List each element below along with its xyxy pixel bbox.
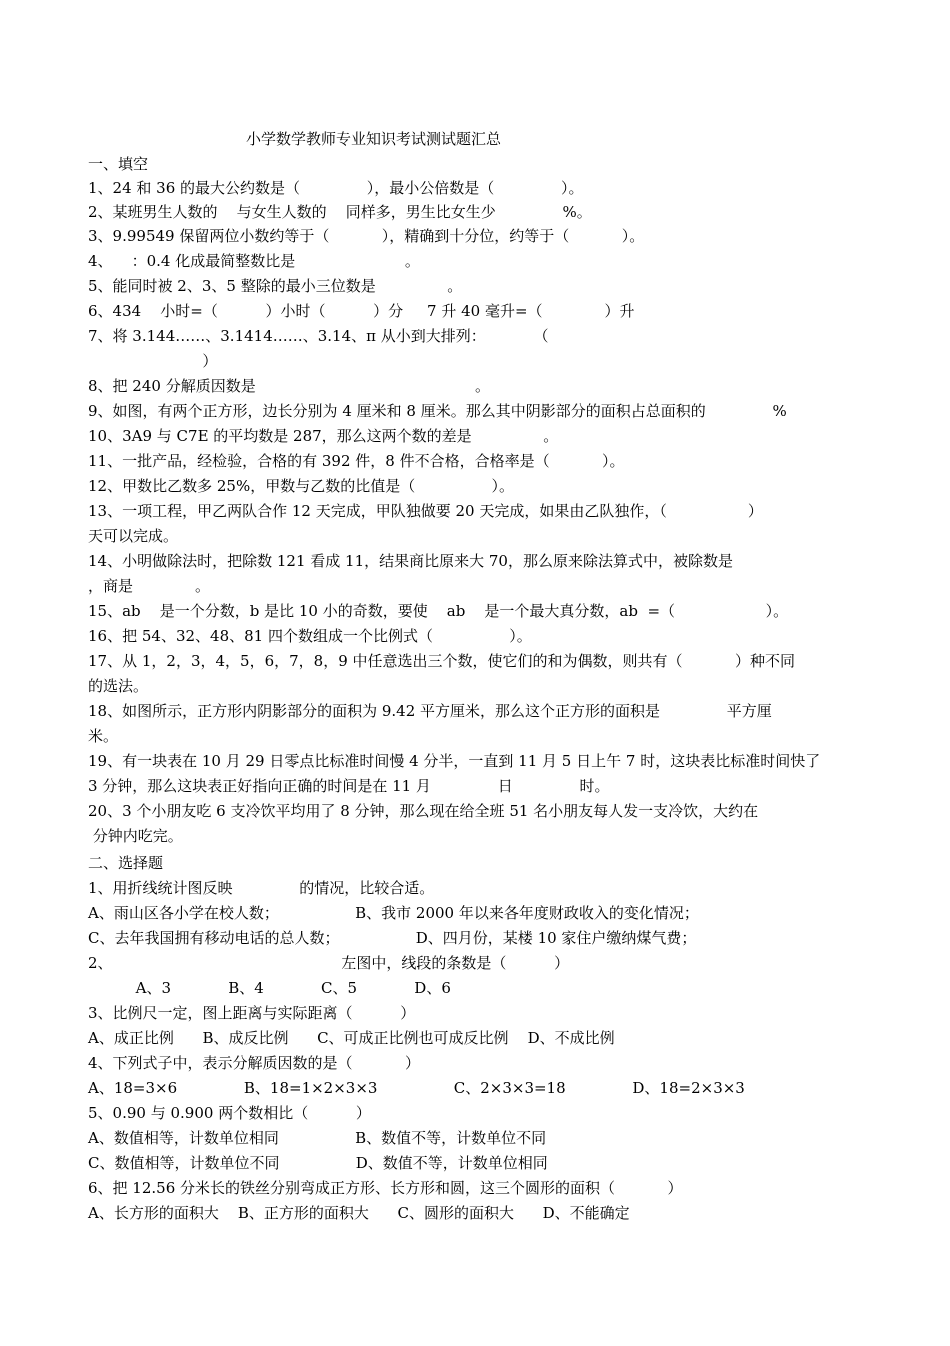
- text-line: [88, 674, 148, 698]
- text-line-content: 天可以完成。: [88, 527, 179, 545]
- text-line: [88, 824, 183, 848]
- text-line-content: 3、比例尺一定，图上距离与实际距离（ ）: [88, 1004, 416, 1022]
- text-line-content: 一、填空: [88, 155, 149, 173]
- text-line-content: 11、一批产品，经检验，合格的有 392 件，8 件不合格，合格率是（ ）。: [88, 452, 625, 470]
- text-line-content: C、去年我国拥有移动电话的总人数； D、四月份，某楼 10 家住户缴纳煤气费；: [88, 929, 697, 947]
- text-line: [88, 324, 548, 348]
- text-line: [88, 574, 210, 598]
- text-line-content: A、长方形的面积大 B、正方形的面积大 C、圆形的面积大 D、不能确定: [88, 1204, 630, 1222]
- text-line-content: 7、将 3.144……、3.1414……、3.14、π 从小到大排列： （: [88, 327, 549, 345]
- text-line-content: 5、0.90 与 0.900 两个数相比（ ）: [88, 1104, 371, 1122]
- text-line-content: 20、3 个小朋友吃 6 支冷饮平均用了 8 分钟，那么现在给全班 51 名小朋友每人发一支冷饮，大约在: [88, 802, 759, 820]
- text-line: [88, 1051, 420, 1075]
- document-title: 小学数学教师专业知识考试测试题汇总: [246, 130, 502, 148]
- text-line-content: 16、把 54、32、48、81 四个数组成一个比例式（ ）。: [88, 627, 532, 645]
- text-line: [88, 876, 434, 900]
- text-line: [88, 549, 733, 573]
- text-line-content: 19、有一块表在 10 月 29 日零点比标准时间慢 4 分半，一直到 11 月 5 日上午 7 时，这块表比标准时间快了: [88, 752, 821, 770]
- text-line-content: 二、选择题: [88, 854, 164, 872]
- text-line: [88, 152, 148, 176]
- text-line: [88, 274, 462, 298]
- text-line: [88, 374, 490, 398]
- text-line: [88, 1001, 415, 1025]
- text-line-content: 3 分钟，那么这块表正好指向正确的时间是在 11 月 日 时。: [88, 777, 610, 795]
- text-line: [88, 424, 558, 448]
- text-line: [88, 1126, 546, 1150]
- text-line: [88, 926, 696, 950]
- text-line-content: 2、某班男生人数的 与女生人数的 同样多，男生比女生少 %。: [88, 203, 592, 221]
- text-line-content: 17、从 1，2，3，4，5，6，7，8，9 中任意选出三个数，使它们的和为偶数，则共有（ ）种不同: [88, 652, 795, 670]
- text-line-content: ，商是 。: [88, 577, 210, 595]
- text-line-content: 13、一项工程，甲乙两队合作 12 天完成，甲队独做要 20 天完成，如果由乙队独作，（ ）: [88, 502, 763, 520]
- text-line-content: 4、 ：0.4 化成最简整数比是 。: [88, 252, 420, 270]
- text-line-content: 6、把 12.56 分米长的铁丝分别弯成正方形、长方形和圆，这三个圆形的面积（ ）: [88, 1179, 683, 1197]
- text-line-content: A、雨山区各小学在校人数； B、我市 2000 年以来各年度财政收入的变化情况；: [88, 904, 699, 922]
- text-line-content: 5、能同时被 2、3、5 整除的最小三位数是 。: [88, 277, 463, 295]
- text-line: [88, 1201, 630, 1225]
- text-line-content: A、数值相等，计数单位相同 B、数值不等，计数单位不同: [88, 1129, 547, 1147]
- text-line-content: A、18=3×6 B、18=1×2×3×3 C、2×3×3=18 D、18=2×3×3: [88, 1079, 745, 1097]
- text-line-content: 10、3A9 与 C7E 的平均数是 287，那么这两个数的差是 。: [88, 427, 559, 445]
- text-line: [88, 976, 451, 1000]
- text-line: [88, 524, 178, 548]
- text-line-content: A、3 B、4 C、5 D、6: [88, 979, 451, 997]
- text-line: [88, 499, 763, 523]
- text-line-content: 12、甲数比乙数多 25%，甲数与乙数的比值是（ ）。: [88, 477, 514, 495]
- text-line: [88, 349, 217, 373]
- text-line: [88, 176, 584, 200]
- text-line-content: 2、 左图中，线段的条数是（ ）: [88, 954, 570, 972]
- text-line-content: ）: [88, 352, 218, 370]
- text-line: [88, 1026, 615, 1050]
- text-line-content: C、数值相等，计数单位不同 D、数值不等，计数单位相同: [88, 1154, 548, 1172]
- text-line: [88, 724, 118, 748]
- text-line: [88, 699, 772, 723]
- text-line: [88, 1151, 548, 1175]
- text-line-content: 1、用折线统计图反映 的情况，比较合适。: [88, 879, 435, 897]
- text-line: [88, 749, 820, 773]
- text-line: [88, 200, 592, 224]
- text-line: [88, 1176, 682, 1200]
- text-line: [88, 1076, 745, 1100]
- text-line: [88, 799, 758, 823]
- text-line-content: 8、把 240 分解质因数是 。: [88, 377, 491, 395]
- text-line: [88, 399, 787, 423]
- text-line: [88, 951, 569, 975]
- text-line: [88, 1101, 371, 1125]
- text-line: [88, 624, 532, 648]
- text-line: [88, 474, 514, 498]
- text-line-content: A、成正比例 B、成反比例 C、可成正比例也可成反比例 D、不成比例: [88, 1029, 615, 1047]
- text-line: [88, 774, 609, 798]
- text-line-content: 18、如图所示，正方形内阴影部分的面积为 9.42 平方厘米，那么这个正方形的面积是 平方厘: [88, 702, 772, 720]
- text-line: [88, 449, 625, 473]
- text-line-content: 3、9.99549 保留两位小数约等于（ ），精确到十分位，约等于（ ）。: [88, 227, 645, 245]
- text-line: [88, 224, 644, 248]
- text-line-content: 6、434 小时=（ ）小时（ ）分 7 升 40 毫升=（ ）升: [88, 302, 635, 320]
- text-line-content: 14、小明做除法时，把除数 121 看成 11，结果商比原来大 70，那么原来除法算式中，被除数是: [88, 552, 733, 570]
- text-line-content: 15、ab 是一个分数，b 是比 10 小的奇数，要使 ab 是一个最大真分数，ab =（ ）。: [88, 602, 789, 620]
- text-line-content: 分钟内吃完。: [88, 827, 183, 845]
- text-line: [88, 249, 420, 273]
- text-line-content: 米。: [88, 727, 119, 745]
- text-line: [88, 901, 699, 925]
- text-line: [88, 599, 788, 623]
- text-line-content: 1、24 和 36 的最大公约数是（ ），最小公倍数是（ ）。: [88, 179, 584, 197]
- text-line: [88, 299, 635, 323]
- text-line-content: 的选法。: [88, 677, 149, 695]
- text-line: [88, 851, 163, 875]
- text-line: [88, 649, 795, 673]
- text-line-content: 9、如图，有两个正方形，边长分别为 4 厘米和 8 厘米。那么其中阴影部分的面积占总面积的 %: [88, 402, 787, 420]
- text-line-content: 4、下列式子中，表示分解质因数的是（ ）: [88, 1054, 420, 1072]
